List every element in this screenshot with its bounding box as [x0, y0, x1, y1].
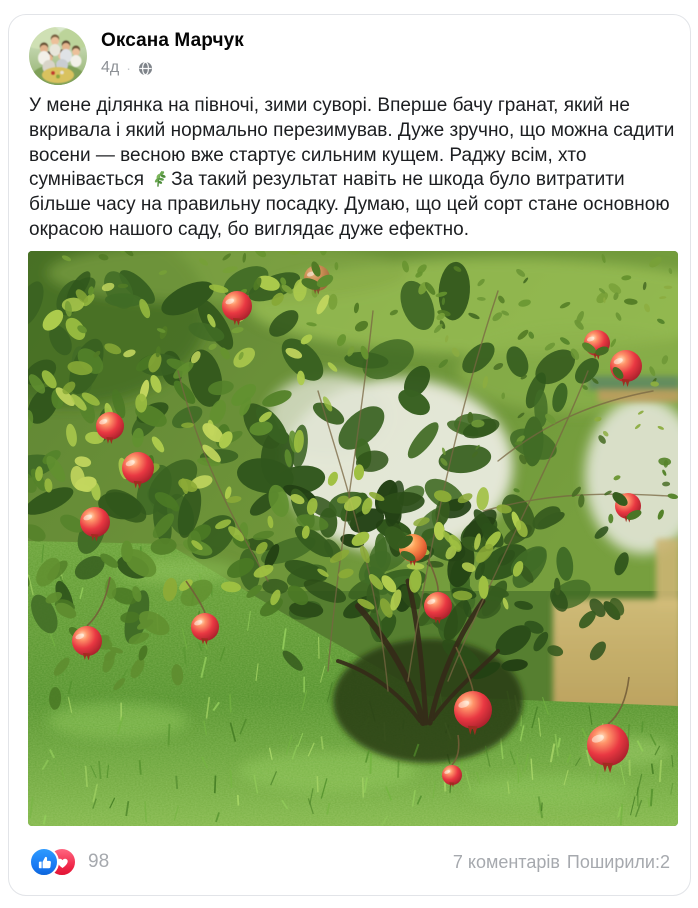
avatar-photo — [29, 27, 87, 85]
avatar[interactable] — [29, 27, 87, 85]
post-photo[interactable] — [28, 251, 678, 826]
post-text-part1: У мене ділянка на півночі, зими суворі. Вперше бачу гранат, який не вкривала і який нормально перезимував. Дуже зручно, що можна садити восени — весною вже стартує сильним кущем. Раджу всім, хто сумнівається — [29, 95, 675, 191]
author-name[interactable]: Оксана Марчук — [101, 30, 244, 51]
warm-light-overlay — [28, 251, 678, 826]
like-icon[interactable] — [29, 847, 59, 877]
comments-count[interactable]: 7 коментарів — [452, 851, 560, 872]
shares-count[interactable]: Поширили:2 — [566, 851, 670, 872]
reaction-count[interactable]: 98 — [88, 851, 110, 872]
timestamp[interactable]: 4д — [101, 59, 120, 76]
post-text — [29, 94, 679, 243]
meta-separator: · — [126, 60, 131, 76]
post-photo-container[interactable] — [28, 251, 678, 826]
globe-icon — [138, 61, 153, 76]
post-footer — [29, 846, 670, 878]
herb-emoji — [148, 169, 167, 188]
comments-shares — [453, 852, 670, 873]
post-meta — [101, 59, 153, 77]
reaction-summary[interactable] — [29, 847, 77, 877]
post-text-part2: За такий результат навіть не шкода було витратити більше часу на правильну посадку. Думаю, що цей сорт стане основною окрасою нашого саду, бо виглядає дуже ефектно. — [29, 169, 670, 240]
post-card — [8, 14, 691, 896]
